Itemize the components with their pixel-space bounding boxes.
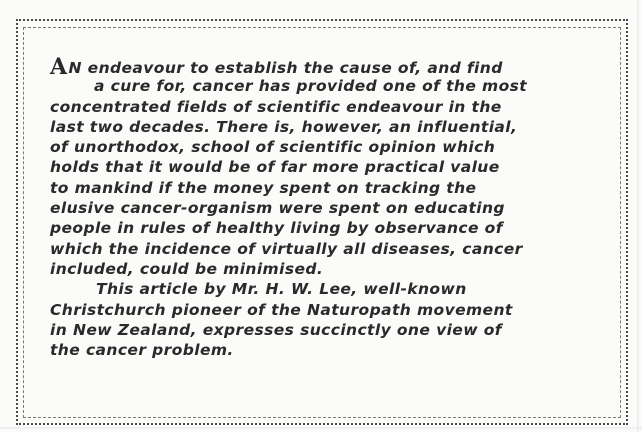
intro-line-9: people in rules of healthy living by observance of bbox=[50, 219, 503, 238]
intro-line-8: elusive cancer-organism were spent on educating bbox=[50, 199, 505, 218]
byline-line-1: This article by Mr. H. W. Lee, well-known bbox=[96, 280, 467, 299]
intro-line-1: AN endeavour to establish the cause of, and find bbox=[50, 54, 503, 80]
intro-line-4: last two decades. There is, however, an influential, bbox=[50, 117, 518, 136]
intro-line-3: concentrated fields of scientific endeavour in the bbox=[50, 97, 502, 116]
intro-line-5: of unorthodox, school of scientific opinion which bbox=[50, 138, 496, 157]
byline-line-3: in New Zealand, expresses succinctly one view of bbox=[50, 320, 502, 339]
intro-line-10: which the incidence of virtually all diseases, cancer bbox=[50, 239, 523, 258]
intro-line-2: a cure for, cancer has provided one of the most bbox=[94, 77, 528, 96]
intro-line-11: included, could be minimised. bbox=[50, 259, 324, 278]
article-standfirst bbox=[50, 56, 602, 360]
byline-line-2: Christchurch pioneer of the Naturopath movement bbox=[50, 300, 513, 319]
intro-line-6: holds that it would be of far more practical value bbox=[50, 158, 500, 177]
byline-line-4: the cancer problem. bbox=[50, 341, 234, 360]
intro-line-7: to mankind if the money spent on tracking the bbox=[50, 178, 477, 197]
drop-cap: A bbox=[50, 54, 68, 80]
